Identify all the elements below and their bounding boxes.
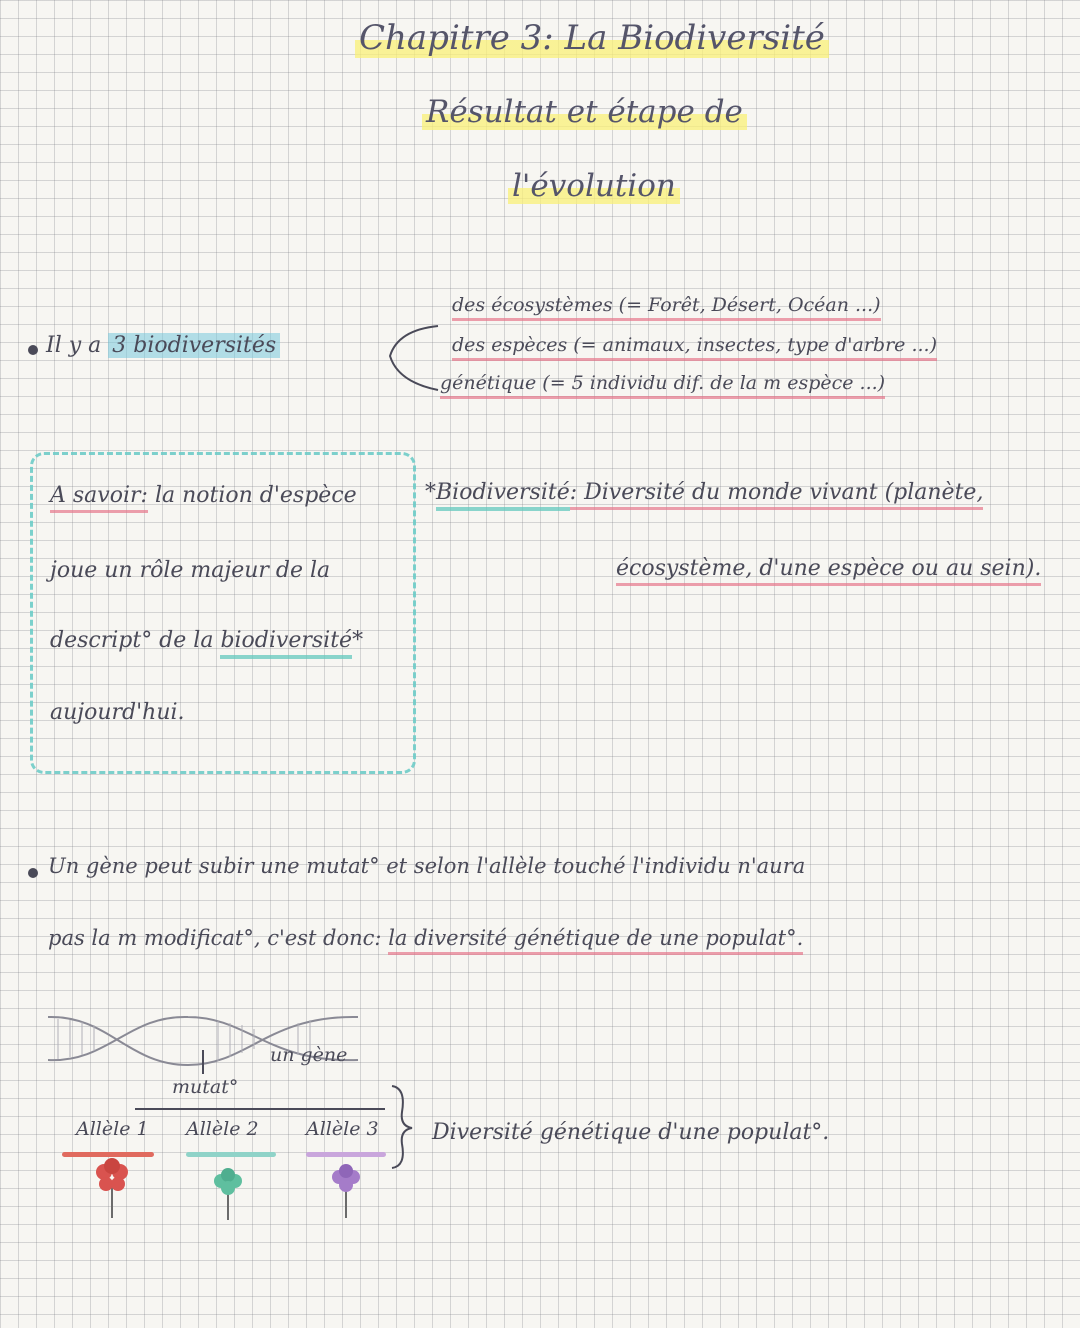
box-line-3: descript° de la biodiversité* [50,628,363,653]
box-line-3-prefix: descript° de la [50,628,214,653]
allele-1-label [76,1118,149,1140]
biodiversities-intro-prefix: Il y a [46,333,102,358]
definition-line-1: *Biodiversité: Diversité du monde vivant (planète, [425,480,983,505]
biodiversity-item-species-text: des espèces (= animaux, insectes, type d'arbre ...) [452,334,937,361]
gene-label [270,1044,347,1066]
biodiversity-item-genetic [440,372,885,394]
definition-line-2-text: écosystème, d'une espèce ou au sein). [616,556,1041,586]
chapter-subtitle-text: Résultat et étape de [422,94,747,130]
flower-purple-icon [328,1164,364,1220]
box-line-1 [50,483,357,508]
allele-2-text: Allèle 2 [186,1118,259,1140]
mutation-line-1 [48,854,805,878]
brace-icon [388,1082,418,1172]
flower-green-icon [210,1168,246,1222]
allele-3-label [306,1118,379,1140]
chapter-title [355,18,829,58]
allele-1-text: Allèle 1 [76,1118,149,1140]
chapter-subtitle-2-text: l'évolution [508,168,680,204]
allele-baseline [135,1108,385,1110]
box-line-3-highlight: biodiversité [220,628,352,659]
allele-1-underline [62,1152,154,1157]
box-line-2-text: joue un rôle majeur de la [50,558,331,583]
allele-2-underline [186,1152,276,1157]
definition-line-2 [616,556,1041,581]
allele-2-label [186,1118,259,1140]
box-line-2 [50,558,330,583]
box-label: A savoir: [50,483,148,513]
mutation-line-2-prefix: pas la m modificat°, c'est donc: [48,926,382,950]
biodiversity-item-ecosystems [452,294,881,316]
bullet-point [28,345,38,355]
biodiversities-intro [46,333,280,358]
box-line-4-text: aujourd'hui. [50,700,185,725]
biodiversity-item-genetic-text: génétique (= 5 individu dif. de la m espèce ...) [440,372,885,399]
mutation-line-1-text: Un gène peut subir une mutat° et selon l'allèle touché l'individu n'aura [48,854,806,878]
mutation-line-2 [48,926,803,950]
chapter-subtitle-2 [508,168,680,204]
flower-red-icon [92,1158,132,1220]
box-line-4 [50,700,185,725]
biodiversities-intro-highlight: 3 biodiversités [108,333,280,358]
definition-term: Biodiversité [436,480,570,511]
biodiversity-item-species [452,334,937,356]
chapter-title-text: Chapitre 3: La Biodiversité [355,18,829,58]
diagram-summary-text: Diversité génétique d'une populat°. [432,1120,830,1145]
mutation-label-text: mutat° [172,1076,239,1098]
biodiversity-item-ecosystems-text: des écosystèmes (= Forêt, Désert, Océan ...) [452,294,881,321]
mutation-tick [202,1050,204,1074]
brace-icon [368,318,448,398]
gene-label-text: un gène [270,1044,348,1066]
mutation-label [172,1076,238,1098]
box-line-1-rest: la notion d'espèce [154,483,357,508]
definition-line-1-rest: : Diversité du monde vivant (planète, [570,480,984,510]
chapter-subtitle [422,94,747,130]
allele-3-underline [306,1152,386,1157]
mutation-line-2-underlined: la diversité génétique de une populat°. [388,926,803,955]
allele-3-text: Allèle 3 [306,1118,379,1140]
diagram-summary [432,1120,829,1145]
bullet-point [28,868,38,878]
